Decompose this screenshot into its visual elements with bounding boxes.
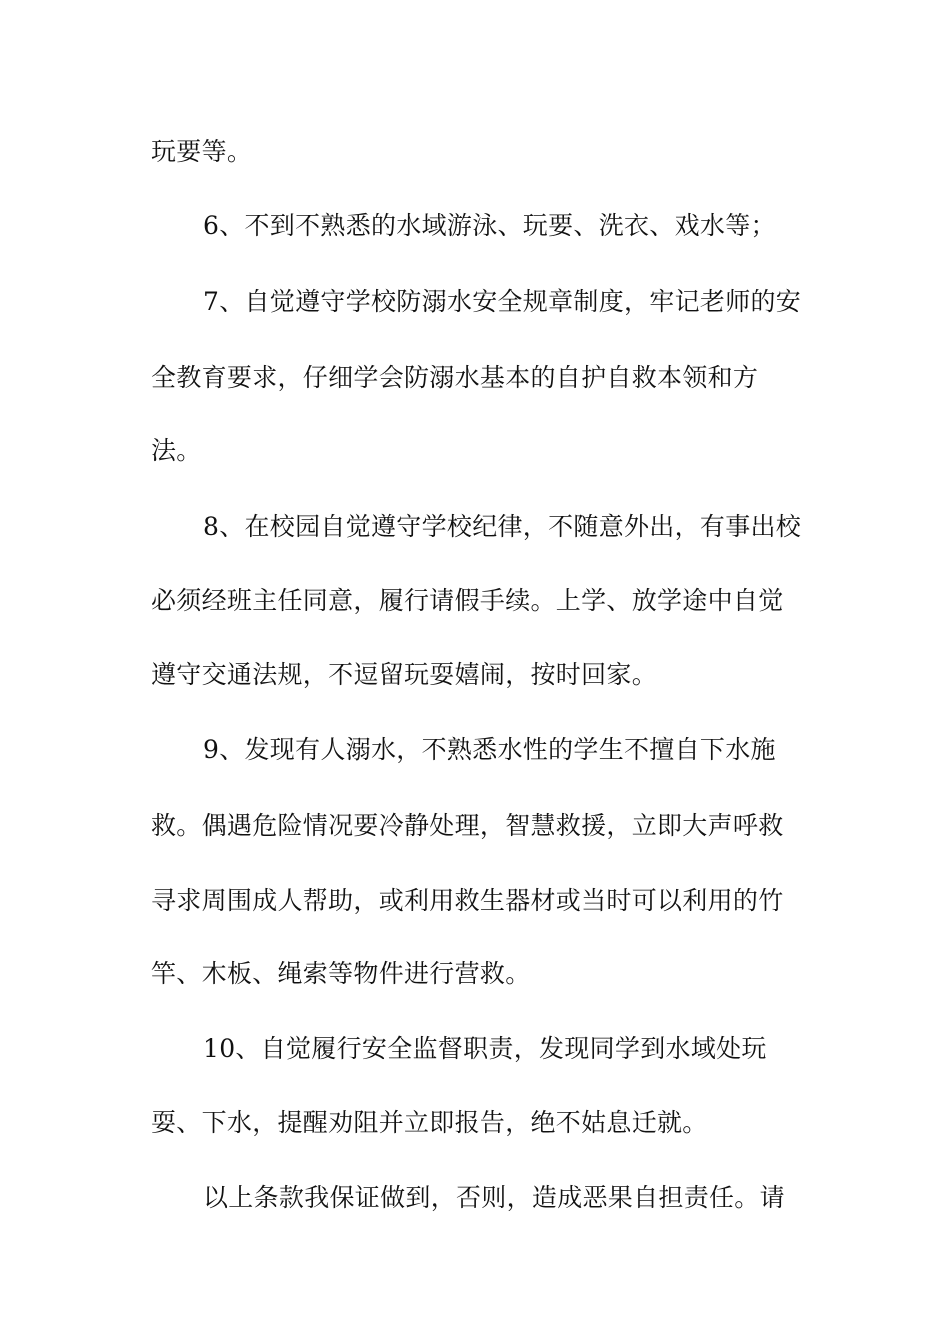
closing-line-1: 以上条款我保证做到，否则，造成恶果自担责任。请 (203, 1183, 785, 1212)
item-8-line-1: 8、在校园自觉遵守学校纪律，不随意外出，有事出校 (203, 512, 802, 541)
text-line-1: 玩要等。 (151, 137, 253, 166)
item-6-line-1: 6、不到不熟悉的水域游泳、玩要、洗衣、戏水等； (203, 211, 776, 240)
item-8-line-3: 遵守交通法规，不逗留玩耍嬉闹，按时回家。 (151, 660, 658, 689)
item-7-line-3: 法。 (151, 436, 202, 465)
item-9-line-3: 寻求周围成人帮助，或利用救生器材或当时可以利用的竹 (151, 886, 784, 915)
item-9-line-1: 9、发现有人溺水，不熟悉水性的学生不擅自下水施 (203, 735, 776, 764)
item-9-line-2: 救。偶遇危险情况要冷静处理，智慧救援，立即大声呼救 (151, 811, 784, 840)
item-10-line-1: 10、自觉履行安全监督职责，发现同学到水域处玩 (203, 1034, 767, 1063)
item-8-line-2: 必须经班主任同意，履行请假手续。上学、放学途中自觉 (151, 586, 784, 615)
item-7-line-1: 7、自觉遵守学校防溺水安全规章制度，牢记老师的安 (203, 287, 802, 316)
item-9-line-4: 竿、木板、绳索等物件进行营救。 (151, 959, 531, 988)
item-7-line-2: 全教育要求，仔细学会防溺水基本的自护自救本领和方 (151, 363, 759, 392)
item-10-line-2: 耍、下水，提醒劝阻并立即报告，绝不姑息迁就。 (151, 1108, 708, 1137)
